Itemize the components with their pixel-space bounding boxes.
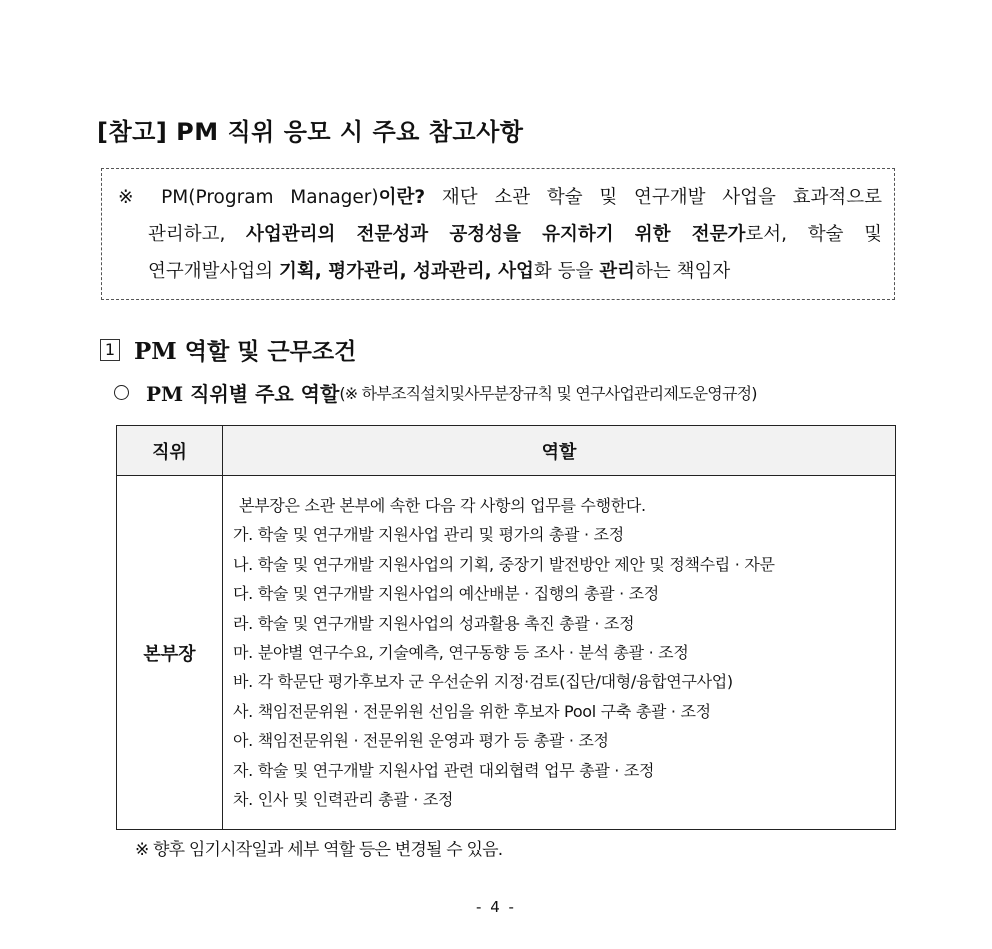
definition-text: 로서, 학술 및: [745, 224, 882, 245]
definition-text: 화 등을: [533, 261, 600, 282]
role-item: 사. 책임전문위원 · 전문위원 선임을 위한 후보자 Pool 구축 총괄 · 조정: [233, 701, 711, 721]
footnote: ※ 향후 임기시작일과 세부 역할 등은 변경될 수 있음.: [135, 840, 503, 860]
circle-bullet-icon: [114, 385, 129, 400]
role-item: 아. 책임전문위원 · 전문위원 운영과 평가 등 총괄 · 조정: [233, 731, 609, 751]
roles-table: [116, 425, 896, 830]
definition-line-1: [118, 179, 882, 217]
role-item: 나. 학술 및 연구개발 지원사업의 기획, 중장기 발전방안 제안 및 정책수립 · 자문: [233, 554, 775, 574]
definition-text: 하는 책임자: [634, 261, 731, 282]
column-header-position: 직위: [117, 426, 223, 476]
role-intro: 본부장은 소관 본부에 속한 다음 각 사항의 업무를 수행한다.: [239, 496, 646, 515]
definition-text: 관리하고,: [148, 224, 247, 245]
role-item: 다. 학술 및 연구개발 지원사업의 예산배분 · 집행의 총괄 · 조정: [233, 584, 659, 604]
section-number: 1: [100, 339, 120, 361]
reference-mark: ※: [118, 187, 145, 208]
definition-line-3: [148, 253, 882, 291]
role-item: 바. 각 학문단 평가후보자 군 우선순위 지정·검토(집단/대형/융합연구사업): [233, 672, 733, 692]
role-item: 차. 인사 및 인력관리 총괄 · 조정: [233, 789, 454, 809]
definition-emphasis: 사업관리의 전문성과 공정성을 유지하기 위한 전문가: [246, 224, 746, 245]
section-title: PM 역할 및 근무조건: [134, 338, 357, 365]
table-row: [117, 476, 896, 830]
section-heading: [100, 333, 356, 366]
role-item: 가. 학술 및 연구개발 지원사업 관리 및 평가의 총괄 · 조정: [233, 525, 624, 545]
subsection-heading: [114, 378, 757, 407]
definition-text: 재단 소관 학술 및 연구개발 사업을 효과적으로: [425, 187, 882, 208]
pm-definition-box: [101, 168, 895, 300]
column-header-role: 역할: [223, 426, 896, 476]
definition-emphasis: 관리: [599, 261, 635, 282]
role-cell: [223, 476, 896, 830]
position-cell: 본부장: [117, 476, 223, 830]
subsection-title: PM 직위별 주요 역할: [146, 382, 340, 406]
table-header-row: [117, 426, 896, 476]
definition-emphasis: 기획, 평가관리, 성과관리, 사업: [278, 261, 534, 282]
definition-term: PM(Program Manager): [161, 187, 379, 208]
page-number: - 4 -: [476, 898, 516, 916]
role-item: 마. 분야별 연구수요, 기술예측, 연구동향 등 조사 · 분석 총괄 · 조정: [233, 642, 689, 662]
definition-line-2: [148, 216, 882, 254]
definition-text: 연구개발사업의: [148, 261, 279, 282]
subsection-source-note: (※ 하부조직설치및사무분장규칙 및 연구사업관리제도운영규정): [339, 384, 757, 403]
role-item: 자. 학술 및 연구개발 지원사업 관련 대외협력 업무 총괄 · 조정: [233, 760, 655, 780]
definition-term-suffix: 이란?: [378, 187, 426, 208]
role-item: 라. 학술 및 연구개발 지원사업의 성과활용 촉진 총괄 · 조정: [233, 613, 635, 633]
page-title: [참고] PM 직위 응모 시 주요 참고사항: [97, 118, 524, 146]
